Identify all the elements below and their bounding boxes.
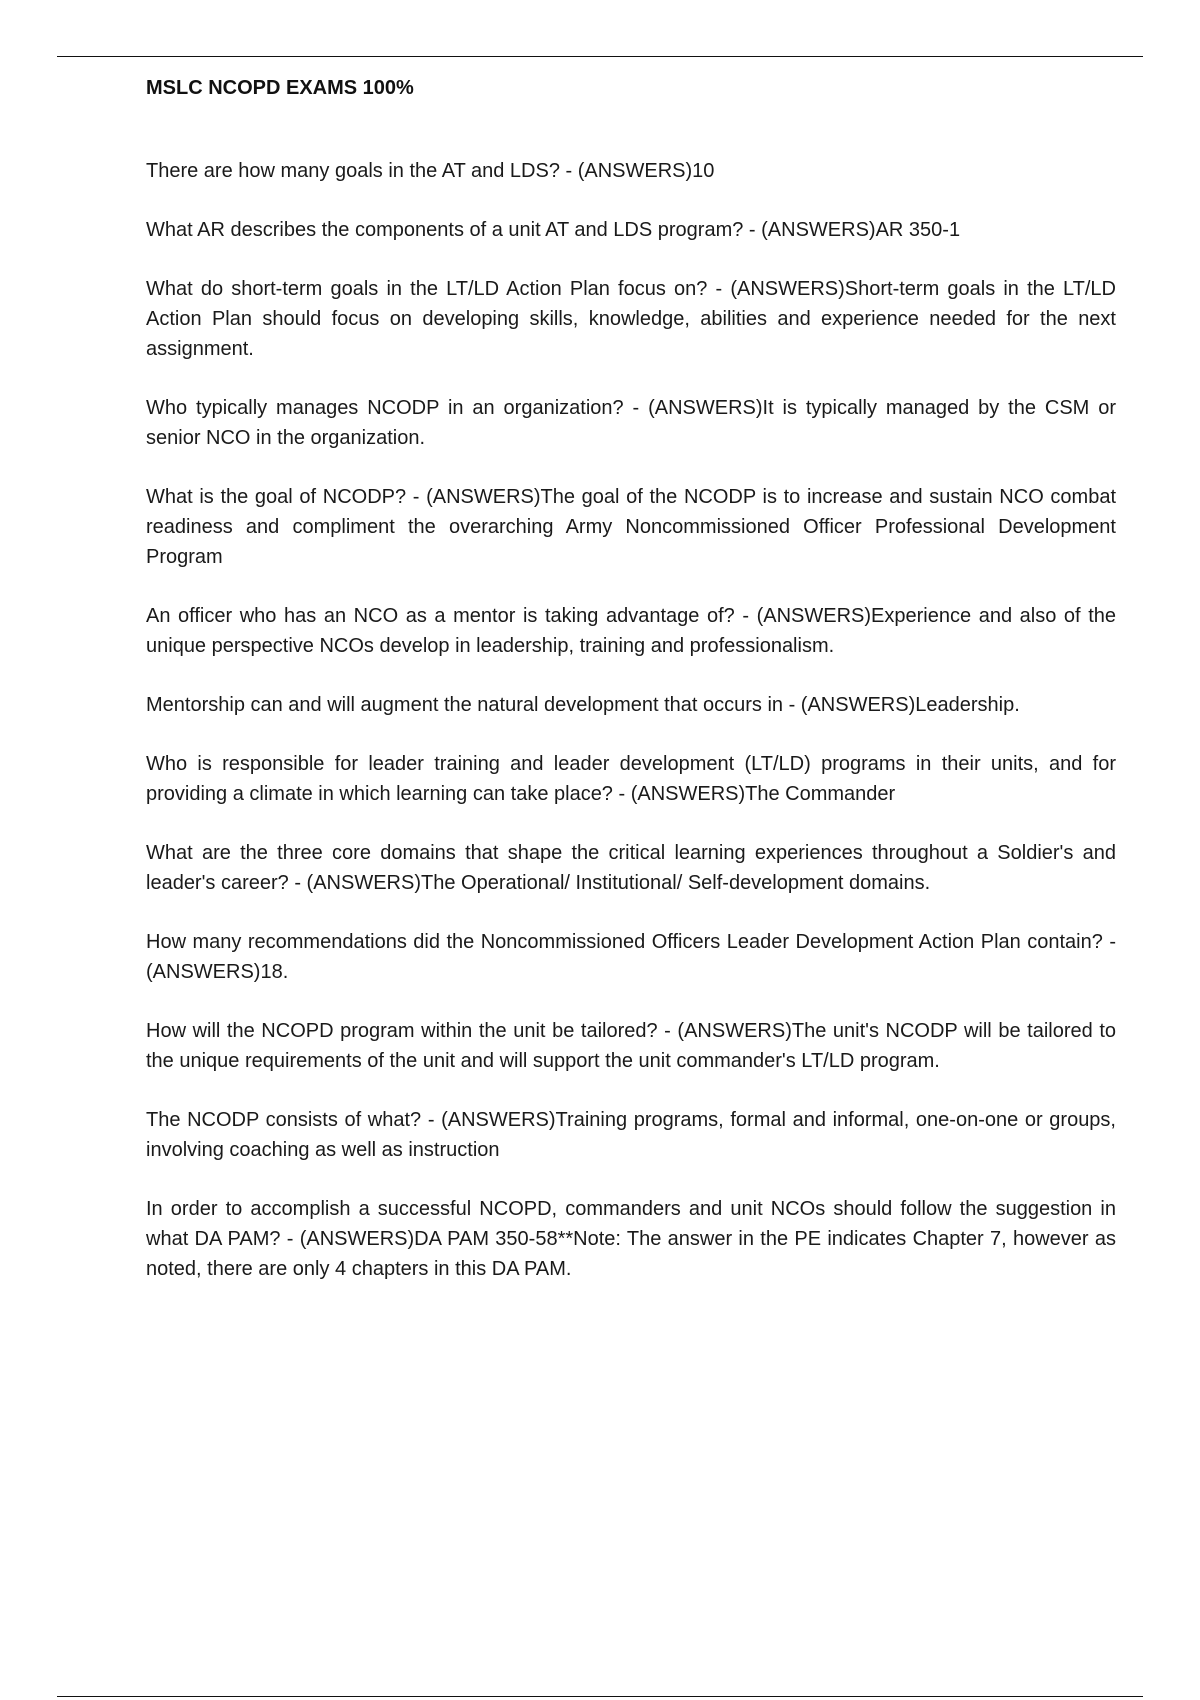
document-page — [146, 74, 1116, 1313]
qa-item: How will the NCOPD program within the unit be tailored? - (ANSWERS)The unit's NCODP will be tailored to the unique requirements of the unit and will support the unit commander's LT/LD program. — [146, 1020, 1116, 1072]
qa-item: In order to accomplish a successful NCOPD, commanders and unit NCOs should follow the suggestion in what DA PAM? - (ANSWERS)DA PAM 350-58**Note: The answer in the PE indicates Chapter 7, however as noted, there are only 4 chapters in this DA PAM. — [146, 1198, 1116, 1280]
qa-item: Who typically manages NCODP in an organization? - (ANSWERS)It is typically managed by the CSM or senior NCO in the organization. — [146, 397, 1116, 449]
qa-item: An officer who has an NCO as a mentor is taking advantage of? - (ANSWERS)Experience and also of the unique perspective NCOs develop in leadership, training and professionalism. — [146, 605, 1116, 657]
qa-item: Who is responsible for leader training and leader development (LT/LD) programs in their units, and for providing a climate in which learning can take place? - (ANSWERS)The Commander — [146, 753, 1116, 805]
qa-item: What are the three core domains that shape the critical learning experiences throughout a Soldier's and leader's career? - (ANSWERS)The Operational/ Institutional/ Self-development domains. — [146, 842, 1116, 894]
document-title: MSLC NCOPD EXAMS 100% — [146, 77, 414, 99]
qa-item: There are how many goals in the AT and LDS? - (ANSWERS)10 — [146, 160, 715, 182]
qa-item: The NCODP consists of what? - (ANSWERS)Training programs, formal and informal, one-on-one or groups, involving coaching as well as instruction — [146, 1109, 1116, 1161]
qa-item: What is the goal of NCODP? - (ANSWERS)The goal of the NCODP is to increase and sustain NCO combat readiness and compliment the overarching Army Noncommissioned Officer Professional Development Program — [146, 486, 1116, 568]
bottom-rule — [57, 1696, 1143, 1697]
qa-item: Mentorship can and will augment the natural development that occurs in - (ANSWERS)Leadership. — [146, 694, 1020, 716]
qa-item: What do short-term goals in the LT/LD Action Plan focus on? - (ANSWERS)Short-term goals in the LT/LD Action Plan should focus on developing skills, knowledge, abilities and experience needed for the next assignment. — [146, 278, 1116, 360]
top-rule — [57, 56, 1143, 57]
qa-item: What AR describes the components of a unit AT and LDS program? - (ANSWERS)AR 350-1 — [146, 219, 961, 241]
qa-item: How many recommendations did the Noncommissioned Officers Leader Development Action Plan contain? - (ANSWERS)18. — [146, 931, 1116, 983]
